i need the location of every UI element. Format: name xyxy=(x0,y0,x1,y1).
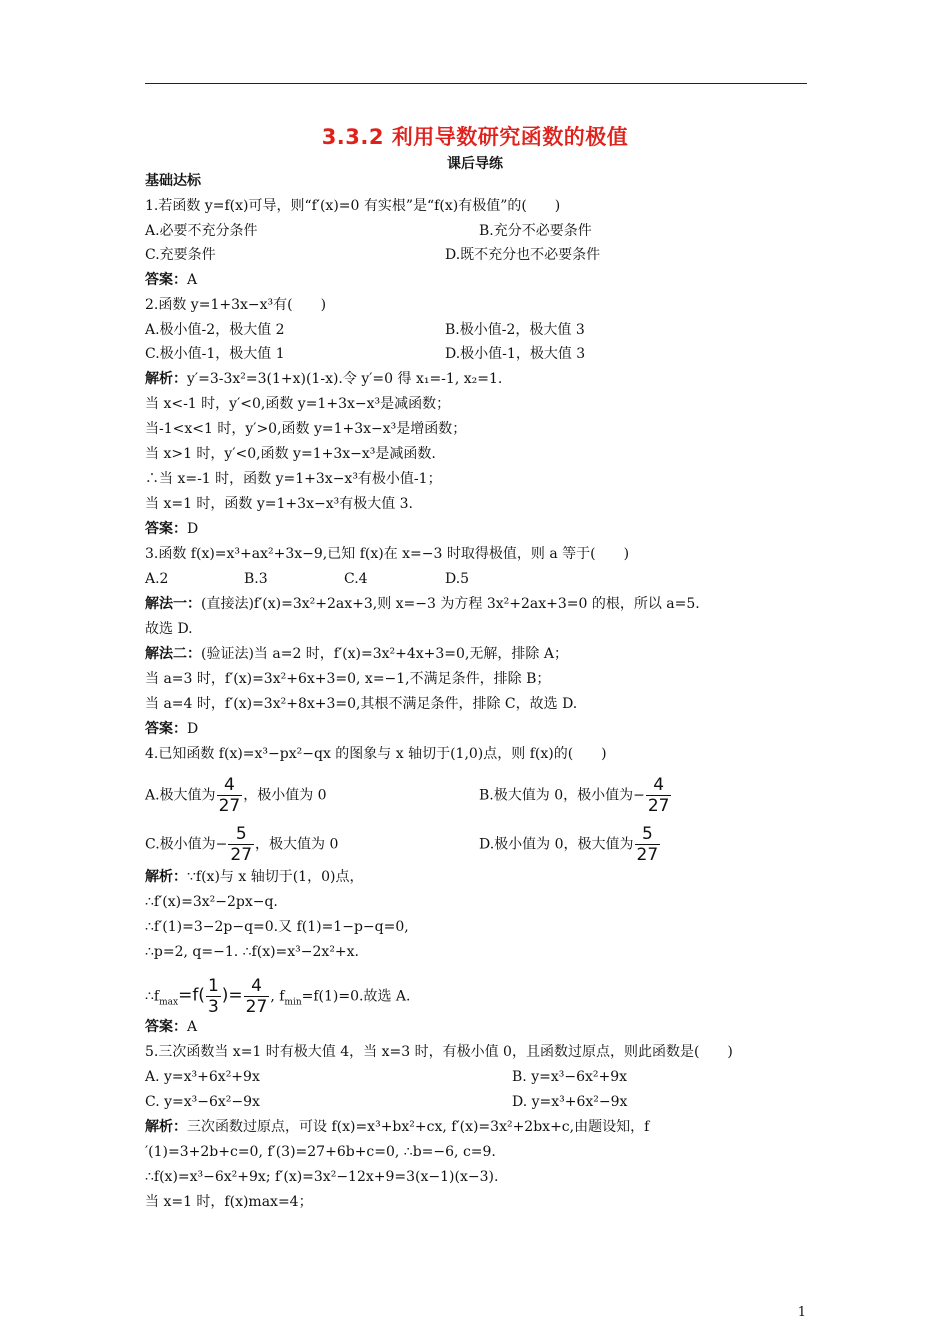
text-line: ∴f′(1)=3−2p−q=0.又 f(1)=1−p−q=0, xyxy=(145,919,409,935)
text-line: 5.三次函数当 x=1 时有极大值 4，当 x=3 时，有极小值 0，且函数过原点，则此函数是( ) xyxy=(145,1044,733,1060)
page-subtitle: 课后导练 xyxy=(447,156,503,172)
fmin-prefix: , f xyxy=(270,988,285,1005)
text-line: A.2 xyxy=(145,571,169,587)
line-label: 解析： xyxy=(145,1119,187,1135)
text-line: 当 a=4 时，f′(x)=3x²+8x+3=0,其根不满足条件，排除 C，故选 D. xyxy=(145,696,578,712)
q4-option-c-prefix: C.极小值为− xyxy=(145,836,228,853)
text-line: 当 x=1 时，函数 y=1+3x−x³有极大值 3. xyxy=(145,496,414,512)
header-rule xyxy=(145,83,807,84)
text-line xyxy=(145,370,502,388)
text-line: C. y=x³−6x²−9x xyxy=(145,1094,260,1110)
fraction xyxy=(206,976,221,1017)
text-line xyxy=(145,645,568,663)
fraction-denominator: 27 xyxy=(230,845,253,865)
text-line: ∴f(x)=x³−6x²+9x; f′(x)=3x²−12x+9=3(x−1)(x−3). xyxy=(145,1169,499,1185)
text-line xyxy=(145,1018,197,1036)
line-label: 解析： xyxy=(145,869,187,885)
q4-option-b xyxy=(479,775,672,816)
fraction-numerator: 5 xyxy=(641,824,653,844)
fraction-numerator: 5 xyxy=(235,824,247,844)
text-line xyxy=(145,595,700,613)
text-line xyxy=(145,1118,649,1136)
text-line: 2.函数 y=1+3x−x³有( ) xyxy=(145,297,327,313)
text-line xyxy=(145,720,198,738)
page-title: 3.3.2 利用导数研究函数的极值 xyxy=(321,125,629,149)
line-text: D xyxy=(187,521,199,537)
text-line: B.极小值-2，极大值 3 xyxy=(445,322,585,338)
fmin-rest: =f(1)=0.故选 A. xyxy=(301,988,411,1005)
fraction-denominator: 27 xyxy=(245,997,268,1017)
text-line: D. y=x³+6x²−9x xyxy=(512,1094,628,1110)
line-label: 解法二： xyxy=(145,646,201,662)
q4-fmax-line xyxy=(145,976,410,1017)
fmax-mid: )= xyxy=(221,985,243,1006)
text-line xyxy=(145,868,363,886)
text-line: D.5 xyxy=(445,571,470,587)
line-text: A xyxy=(187,272,198,288)
text-line: C.4 xyxy=(344,571,368,587)
text-line: A.必要不充分条件 xyxy=(145,223,258,239)
text-line xyxy=(145,520,198,538)
fraction-denominator: 27 xyxy=(218,796,241,816)
q4-option-d-prefix: D.极小值为 0，极大值为 xyxy=(479,836,634,853)
fraction xyxy=(217,775,243,816)
text-line: B. y=x³−6x²+9x xyxy=(512,1069,628,1085)
text-line: 3.函数 f(x)=x³+ax²+3x−9,已知 f(x)在 x=−3 时取得极值，则 a 等于( ) xyxy=(145,546,630,562)
text-line: ∴p=2, q=−1. ∴f(x)=x³−2x²+x. xyxy=(145,944,360,960)
text-line: A. y=x³+6x²+9x xyxy=(145,1069,260,1085)
q4-option-a-suffix: ，极小值为 0 xyxy=(243,787,327,804)
text-line: 当 x<-1 时，y′<0,函数 y=1+3x−x³是减函数； xyxy=(145,396,451,412)
text-line: 故选 D. xyxy=(145,621,193,637)
q4-option-a xyxy=(145,775,327,816)
line-text: D xyxy=(187,721,199,737)
text-line: ′(1)=3+2b+c=0, f′(3)=27+6b+c=0, ∴b=−6, c=9. xyxy=(145,1144,496,1160)
text-line xyxy=(145,271,197,289)
text-line: C.充要条件 xyxy=(145,247,216,263)
line-label: 解法一： xyxy=(145,596,201,612)
line-label: 答案： xyxy=(145,521,187,537)
text-line: 当 a=3 时，f′(x)=3x²+6x+3=0, x=−1,不满足条件，排除 B； xyxy=(145,671,551,687)
fraction xyxy=(244,976,270,1017)
fraction-denominator: 27 xyxy=(647,796,670,816)
text-line: D.极小值-1，极大值 3 xyxy=(445,346,586,362)
line-text: y′=3-3x²=3(1+x)(1-x).令 y′=0 得 x₁=-1, x₂=1. xyxy=(187,371,503,387)
text-line: B.充分不必要条件 xyxy=(479,223,592,239)
fmax-subscript: max xyxy=(159,997,179,1008)
fmin-subscript: min xyxy=(284,997,302,1008)
line-text: (验证法)当 a=2 时，f′(x)=3x²+4x+3=0,无解，排除 A； xyxy=(201,646,568,662)
text-line: ∴f′(x)=3x²−2px−q. xyxy=(145,894,278,910)
text-line: 当-1<x<1 时，y′>0,函数 y=1+3x−x³是增函数； xyxy=(145,421,467,437)
text-line: 当 x=1 时，f(x)max=4； xyxy=(145,1194,313,1210)
page-number: 1 xyxy=(797,1305,806,1320)
fraction-denominator: 27 xyxy=(636,845,659,865)
fraction xyxy=(646,775,672,816)
line-label: 答案： xyxy=(145,272,187,288)
text-line: ∴当 x=-1 时，函数 y=1+3x−x³有极小值-1； xyxy=(145,471,442,487)
line-label: 答案： xyxy=(145,721,187,737)
fraction-denominator: 3 xyxy=(207,997,219,1017)
fmax-prefix: ∴f xyxy=(145,988,160,1005)
line-label: 答案： xyxy=(145,1019,187,1035)
fraction-numerator: 4 xyxy=(251,976,262,996)
line-label: 解析： xyxy=(145,371,187,387)
text-line: 基础达标 xyxy=(145,173,201,189)
q4-option-a-prefix: A.极大值为 xyxy=(145,787,216,804)
text-line: A.极小值-2，极大值 2 xyxy=(145,322,285,338)
q4-option-c-suffix: ，极大值为 0 xyxy=(255,836,339,853)
fraction xyxy=(635,824,661,865)
line-text: ∵f(x)与 x 轴切于(1，0)点， xyxy=(187,869,364,885)
fmax-eq: =f( xyxy=(178,985,205,1006)
fraction-numerator: 1 xyxy=(207,976,219,996)
text-line: 4.已知函数 f(x)=x³−px²−qx 的图象与 x 轴切于(1,0)点，则 f(x)的( ) xyxy=(145,746,607,762)
text-line: D.既不充分也不必要条件 xyxy=(445,247,601,263)
q4-option-d xyxy=(479,824,661,865)
line-text: (直接法)f′(x)=3x²+2ax+3,则 x=−3 为方程 3x²+2ax+3=0 的根，所以 a=5. xyxy=(201,596,700,612)
fraction-numerator: 4 xyxy=(653,775,665,795)
line-text: A xyxy=(187,1019,198,1035)
text-line: 当 x>1 时，y′<0,函数 y=1+3x−x³是减函数. xyxy=(145,446,436,462)
line-text: 三次函数过原点，可设 f(x)=x³+bx²+cx, f′(x)=3x²+2bx+c,由题设知，f xyxy=(187,1119,650,1135)
fraction-numerator: 4 xyxy=(223,775,235,795)
q4-option-b-prefix: B.极大值为 0，极小值为− xyxy=(479,787,645,804)
q4-option-c xyxy=(145,824,338,865)
text-line: B.3 xyxy=(244,571,268,587)
text-line: C.极小值-1，极大值 1 xyxy=(145,346,285,362)
fraction xyxy=(228,824,254,865)
text-line: 1.若函数 y=f(x)可导，则“f′(x)=0 有实根”是“f(x)有极值”的( ) xyxy=(145,198,561,214)
